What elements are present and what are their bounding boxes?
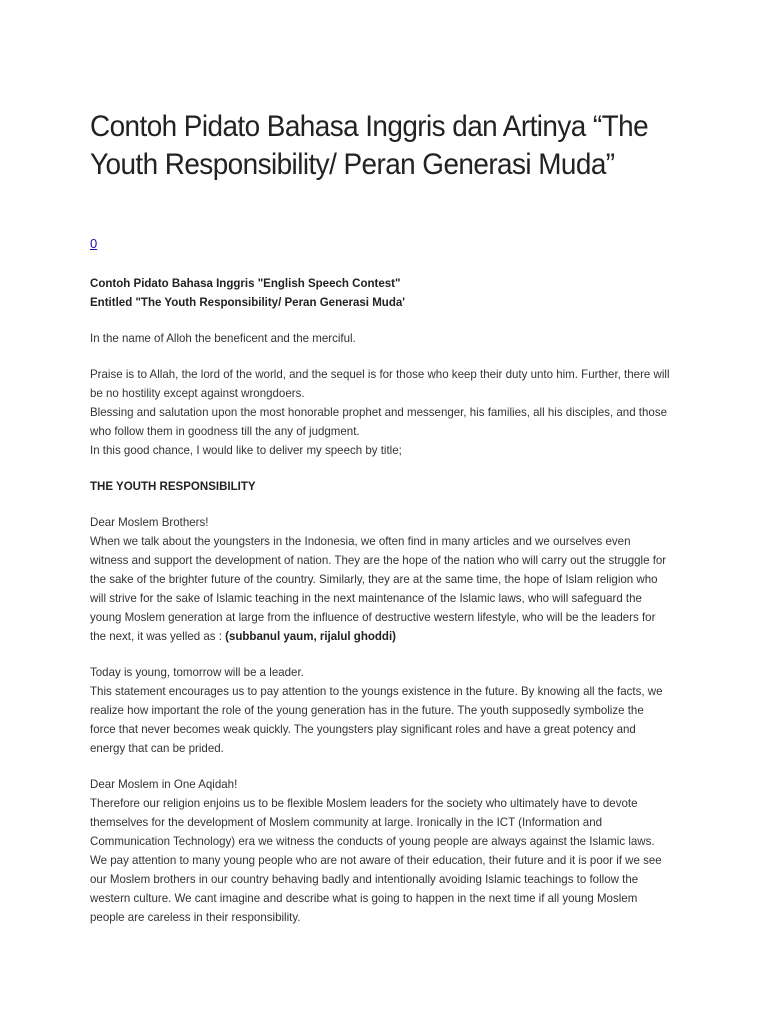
chance-paragraph: In this good chance, I would like to deliver my speech by title; (90, 443, 402, 457)
section3-paragraph: Therefore our religion enjoins us to be flexible Moslem leaders for the society who ultimately have to devote themselves for the development of Moslem community at large. Ironically in the ICT (Information and Communication Technology) era we witness the conducts of young people are always against the Islamic laws. We pay attention to many young people who are not aware of their education, their future and it is poor if we see our Moslem brothers in our country behaving badly and intentionally avoiding Islamic teachings to follow the western culture. We cant imagine and describe what is going to happen in the next time if all young Moslem people are careless in their responsibility. (90, 796, 662, 924)
intro-line-2: Entitled "The Youth Responsibility/ Peran Generasi Muda' (90, 295, 406, 309)
section-heading: THE YOUTH RESPONSIBILITY (90, 479, 256, 493)
blessing-paragraph: Blessing and salutation upon the most honorable prophet and messenger, his families, all his disciples, and those who follow them in goodness till the any of judgment. (90, 405, 667, 438)
comment-count-link[interactable]: 0 (90, 236, 98, 251)
article (90, 108, 680, 924)
section2-paragraph: This statement encourages us to pay attention to the youngs existence in the future. By knowing all the facts, we realize how important the role of the young generation has in the future. The youth supposedly symbolize the force that never becomes weak quickly. The youngsters play significant roles and have a great potency and energy that can be prided. (90, 684, 663, 755)
section1-quote: (subbanul yaum, rijalul ghoddi) (225, 629, 397, 643)
section3-greeting: Dear Moslem in One Aqidah! (90, 777, 238, 791)
praise-paragraph: Praise is to Allah, the lord of the world, and the sequel is for those who keep their duty unto him. Further, there will be no hostility except against wrongdoers. (90, 367, 670, 400)
section1-paragraph (90, 532, 670, 646)
intro-line-1: Contoh Pidato Bahasa Inggris "English Speech Contest" (90, 276, 401, 290)
section2-line1: Today is young, tomorrow will be a leader. (90, 665, 304, 679)
article-body (90, 274, 680, 927)
section1-text: When we talk about the youngsters in the Indonesia, we often find in many articles and we ourselves even witness and support the development of nation. They are the hope of the nation who will carry out the struggle for the sake of the brighter future of the country. Similarly, they are at the same time, the hope of Islam religion who will strive for the sake of Islamic teaching in the next maintenance of the Islamic laws, who will safeguard the young Moslem generation at large from the influence of destructive western lifestyle, who will be the leaders for the next, it was yelled as : (90, 534, 667, 643)
page-title: Contoh Pidato Bahasa Inggris dan Artinya “The Youth Responsibility/ Peran Generasi Muda” (90, 110, 649, 181)
opening-paragraph: In the name of Alloh the beneficent and the merciful. (90, 331, 356, 345)
section1-greeting: Dear Moslem Brothers! (90, 515, 209, 529)
